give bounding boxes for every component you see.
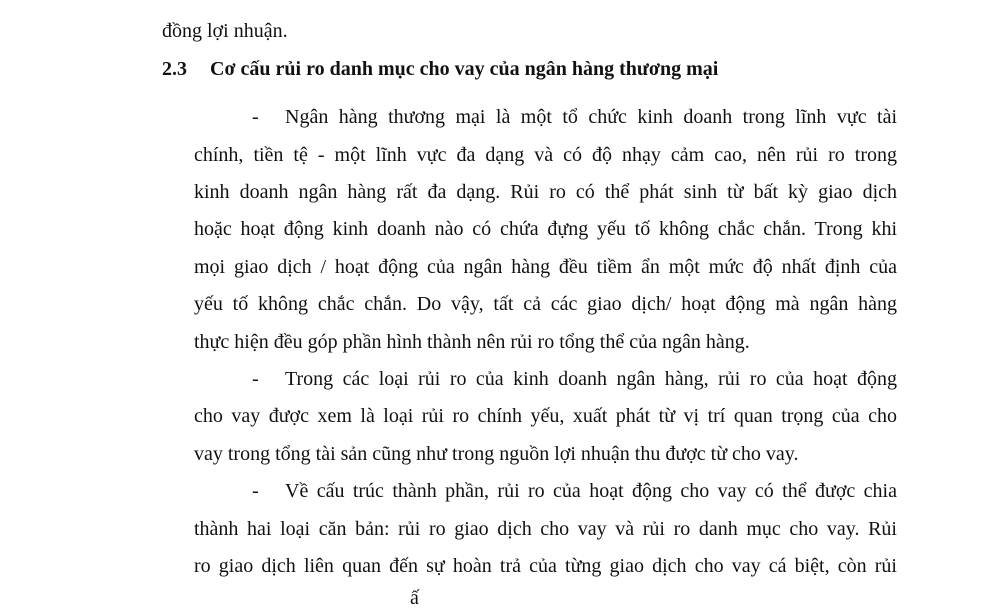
paragraph-line: mọi giao dịch / hoạt động của ngân hàng đều tiềm ẩn một mức độ nhất định của [194, 256, 897, 278]
paragraph-line: thành hai loại căn bản: rủi ro giao dịch cho vay và rủi ro danh mục cho vay. Rủi [194, 518, 897, 540]
paragraph-line-text: Trong các loại rủi ro của kinh doanh ngân hàng, rủi ro của hoạt động [285, 368, 897, 390]
paragraph-line-text: Ngân hàng thương mại là một tổ chức kinh doanh trong lĩnh vực tài [285, 106, 897, 128]
paragraph-line [252, 105, 897, 129]
paragraph-line: chính, tiền tệ - một lĩnh vực đa dạng và có độ nhạy cảm cao, nên rủi ro trong [194, 144, 897, 166]
paragraph-line: hoặc hoạt động kinh doanh nào có chứa đựng yếu tố không chắc chắn. Trong khi [194, 218, 897, 240]
paragraph-line: kinh doanh ngân hàng rất đa dạng. Rủi ro có thể phát sinh từ bất kỳ giao dịch [194, 181, 897, 203]
paragraph-line: cho vay được xem là loại rủi ro chính yếu, xuất phát từ vị trí quan trọng của cho [194, 405, 897, 427]
bullet-dash: - [252, 480, 259, 502]
paragraph-line: yếu tố không chắc chắn. Do vậy, tất cả các giao dịch/ hoạt động mà ngân hàng [194, 293, 897, 315]
paragraph-line-text: Về cấu trúc thành phần, rủi ro của hoạt động cho vay có thể được chia [285, 480, 897, 502]
paragraph-line: ro giao dịch liên quan đến sự hoàn trả của từng giao dịch cho vay cá biệt, còn rủi [194, 555, 897, 577]
cut-off-text-fragment: ấ [410, 587, 419, 609]
previous-text-line: đồng lợi nhuận. [162, 20, 288, 42]
section-number: 2.3 [162, 58, 187, 80]
paragraph-line: vay trong tổng tài sản cũng như trong nguồn lợi nhuận thu được từ cho vay. [194, 443, 799, 465]
section-title: Cơ cấu rủi ro danh mục cho vay của ngân hàng thương mại [210, 58, 719, 80]
bullet-dash: - [252, 106, 259, 128]
section-heading [162, 57, 718, 81]
paragraph-line [252, 479, 897, 503]
bullet-dash: - [252, 368, 259, 390]
paragraph-line [252, 367, 897, 391]
paragraph-line: thực hiện đều góp phần hình thành nên rủi ro tổng thể của ngân hàng. [194, 331, 750, 353]
